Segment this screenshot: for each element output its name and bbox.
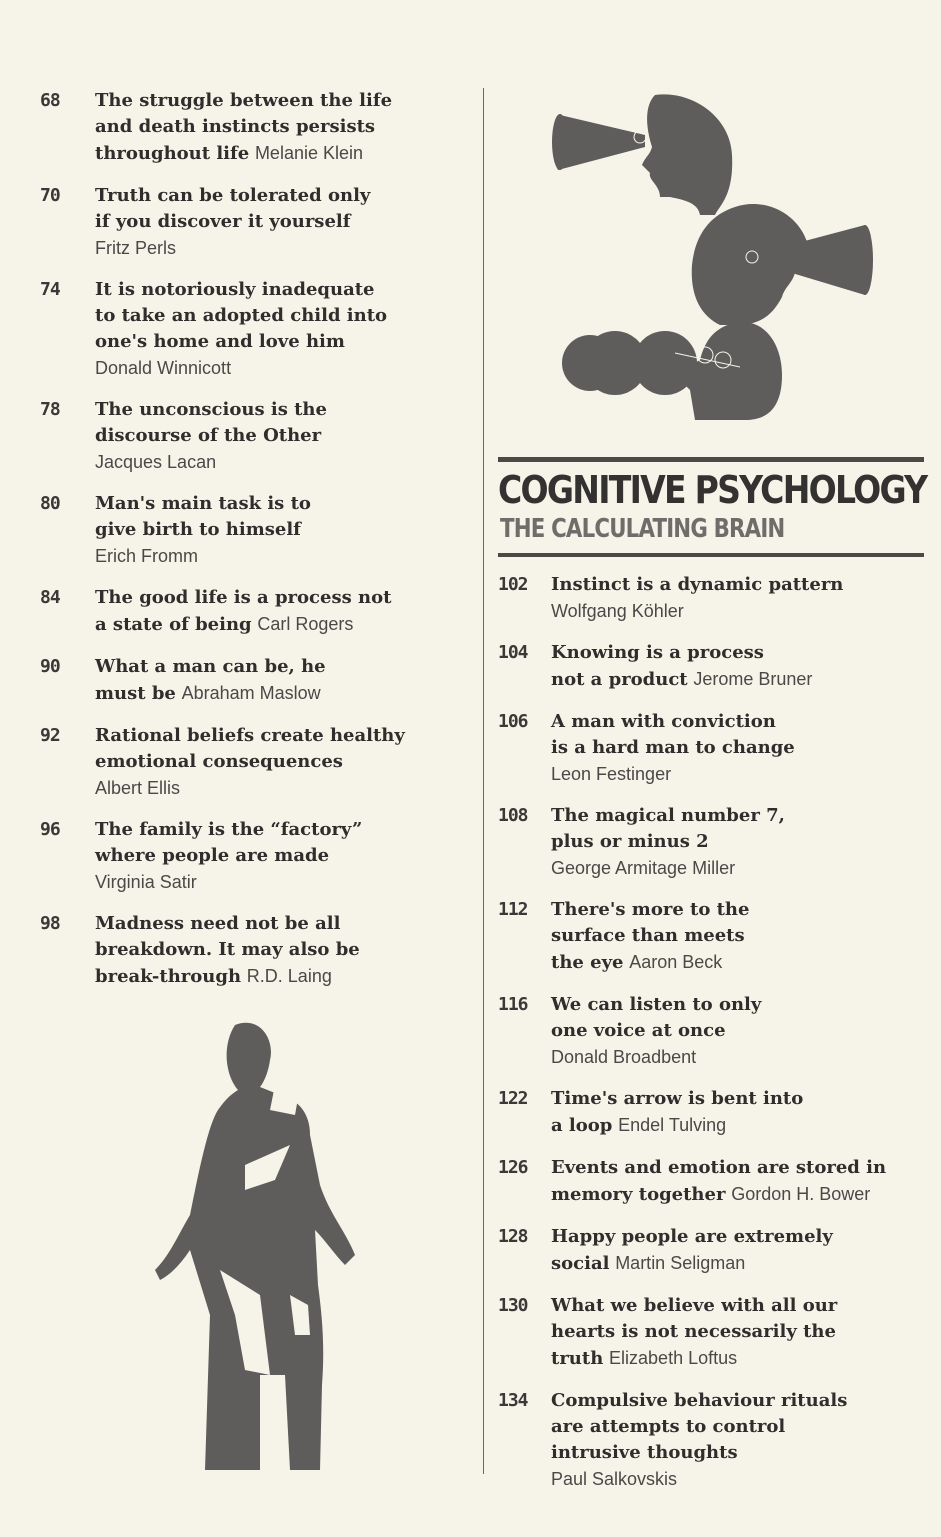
entry-text [95,911,460,990]
entry-text [551,709,928,787]
entry-title: Compulsive behaviour rituals are attempts to control intrusive thoughts [551,1390,848,1463]
contents-entry [498,1293,928,1372]
page-number: 84 [40,587,60,608]
entry-text [95,183,460,261]
heads-illustration [520,85,920,430]
entry-author: George Armitage Miller [551,858,736,878]
entry-author: Elizabeth Loftus [609,1348,738,1368]
entry-author: Donald Broadbent [551,1047,697,1067]
entry-author: Wolfgang Köhler [551,601,684,621]
contents-entry [40,654,460,707]
entry-author: Martin Seligman [615,1253,746,1273]
page-number: 122 [498,1088,528,1109]
entry-text [95,397,460,475]
page-number: 102 [498,574,528,595]
entry-author: Leon Festinger [551,764,672,784]
entry-text [551,1388,928,1492]
entry-text [95,817,460,895]
entry-title: The family is the “factory” where people are made [95,819,363,866]
page-number: 128 [498,1226,528,1247]
section-title: COGNITIVE PSYCHOLOGY [498,468,927,512]
entry-title: A man with conviction is a hard man to change [551,711,795,758]
page-number: 78 [40,399,60,420]
entry-text [95,654,460,707]
page-number: 116 [498,994,528,1015]
contents-entry [498,572,928,624]
contents-entry [498,1155,928,1208]
contents-entry [40,911,460,990]
entry-title: Happy people are extremely social [551,1226,833,1274]
column-divider [483,88,484,1474]
entry-title: It is notoriously inadequate to take an adopted child into one's home and love him [95,279,388,352]
contents-entry [498,640,928,693]
page-number: 96 [40,819,60,840]
page-number: 74 [40,279,60,300]
entry-author: Paul Salkovskis [551,1469,678,1489]
contents-entry [40,491,460,569]
contents-entry [40,585,460,638]
contents-entry [498,992,928,1070]
entry-title: What we believe with all our hearts is not necessarily the truth [551,1295,838,1369]
page-number: 70 [40,185,60,206]
page-number: 98 [40,913,60,934]
contents-entry [498,1086,928,1139]
contents-entry [498,1388,928,1492]
entry-author: R.D. Laing [246,966,332,986]
page-number: 126 [498,1157,528,1178]
entry-author: Fritz Perls [95,238,176,258]
page-number: 112 [498,899,528,920]
entry-title: Rational beliefs create healthy emotional consequences [95,725,405,772]
contents-entry [498,803,928,881]
entry-author: Carl Rogers [257,614,354,634]
entry-text [551,1293,928,1372]
contents-entry [40,88,460,167]
page-number: 134 [498,1390,528,1411]
entry-text [551,640,928,693]
entry-title: Madness need not be all breakdown. It may also be break-through [95,913,360,987]
entry-text [551,1155,928,1208]
contents-entry [40,817,460,895]
section-rule-bottom [498,553,924,557]
entry-author: Donald Winnicott [95,358,232,378]
entry-title: Man's main task is to give birth to himself [95,493,311,540]
page-number: 104 [498,642,528,663]
entry-title: The magical number 7, plus or minus 2 [551,805,785,852]
page-number: 80 [40,493,60,514]
entry-author: Endel Tulving [618,1115,727,1135]
entry-text [95,88,460,167]
entry-text [551,992,928,1070]
entry-text [551,803,928,881]
entry-title: Events and emotion are stored in memory together [551,1157,887,1205]
entry-title: The struggle between the life and death instincts persists throughout life [95,90,393,164]
entry-title: Knowing is a process not a product [551,642,764,690]
entry-title: Truth can be tolerated only if you discover it yourself [95,185,371,232]
entry-title: Instinct is a dynamic pattern [551,574,844,595]
entry-author: Abraham Maslow [181,683,321,703]
entry-title: What a man can be, he must be [95,656,326,704]
entry-author: Melanie Klein [254,143,363,163]
contents-entry [498,1224,928,1277]
page-number: 106 [498,711,528,732]
contents-entry [498,709,928,787]
right-column [498,572,928,1508]
contents-entry [40,183,460,261]
page-number: 92 [40,725,60,746]
entry-author: Gordon H. Bower [731,1184,871,1204]
contents-entry [40,723,460,801]
contents-entry [498,897,928,976]
page-number: 108 [498,805,528,826]
contents-entry [40,397,460,475]
entry-text [551,572,928,624]
section-rule-top [498,457,924,462]
entry-author: Jacques Lacan [95,452,217,472]
entry-author: Aaron Beck [629,952,723,972]
entry-text [95,491,460,569]
entry-text [95,277,460,381]
entry-title: There's more to the surface than meets the eye [551,899,750,973]
contents-entry [40,277,460,381]
entry-title: Time's arrow is bent into a loop [551,1088,804,1136]
entry-author: Virginia Satir [95,872,197,892]
entry-text [95,723,460,801]
section-subtitle: THE CALCULATING BRAIN [500,514,785,544]
entry-author: Erich Fromm [95,546,198,566]
entry-text [551,1086,928,1139]
entry-title: The unconscious is the discourse of the Other [95,399,327,446]
entry-author: Jerome Bruner [693,669,813,689]
page-number: 90 [40,656,60,677]
entry-text [551,1224,928,1277]
entry-text [95,585,460,638]
entry-title: We can listen to only one voice at once [551,994,762,1041]
entry-title: The good life is a process not a state of being [95,587,392,635]
page-number: 68 [40,90,60,111]
left-column [40,88,460,1006]
entry-author: Albert Ellis [95,778,181,798]
page-number: 130 [498,1295,528,1316]
figure-illustration [150,1015,370,1475]
entry-text [551,897,928,976]
